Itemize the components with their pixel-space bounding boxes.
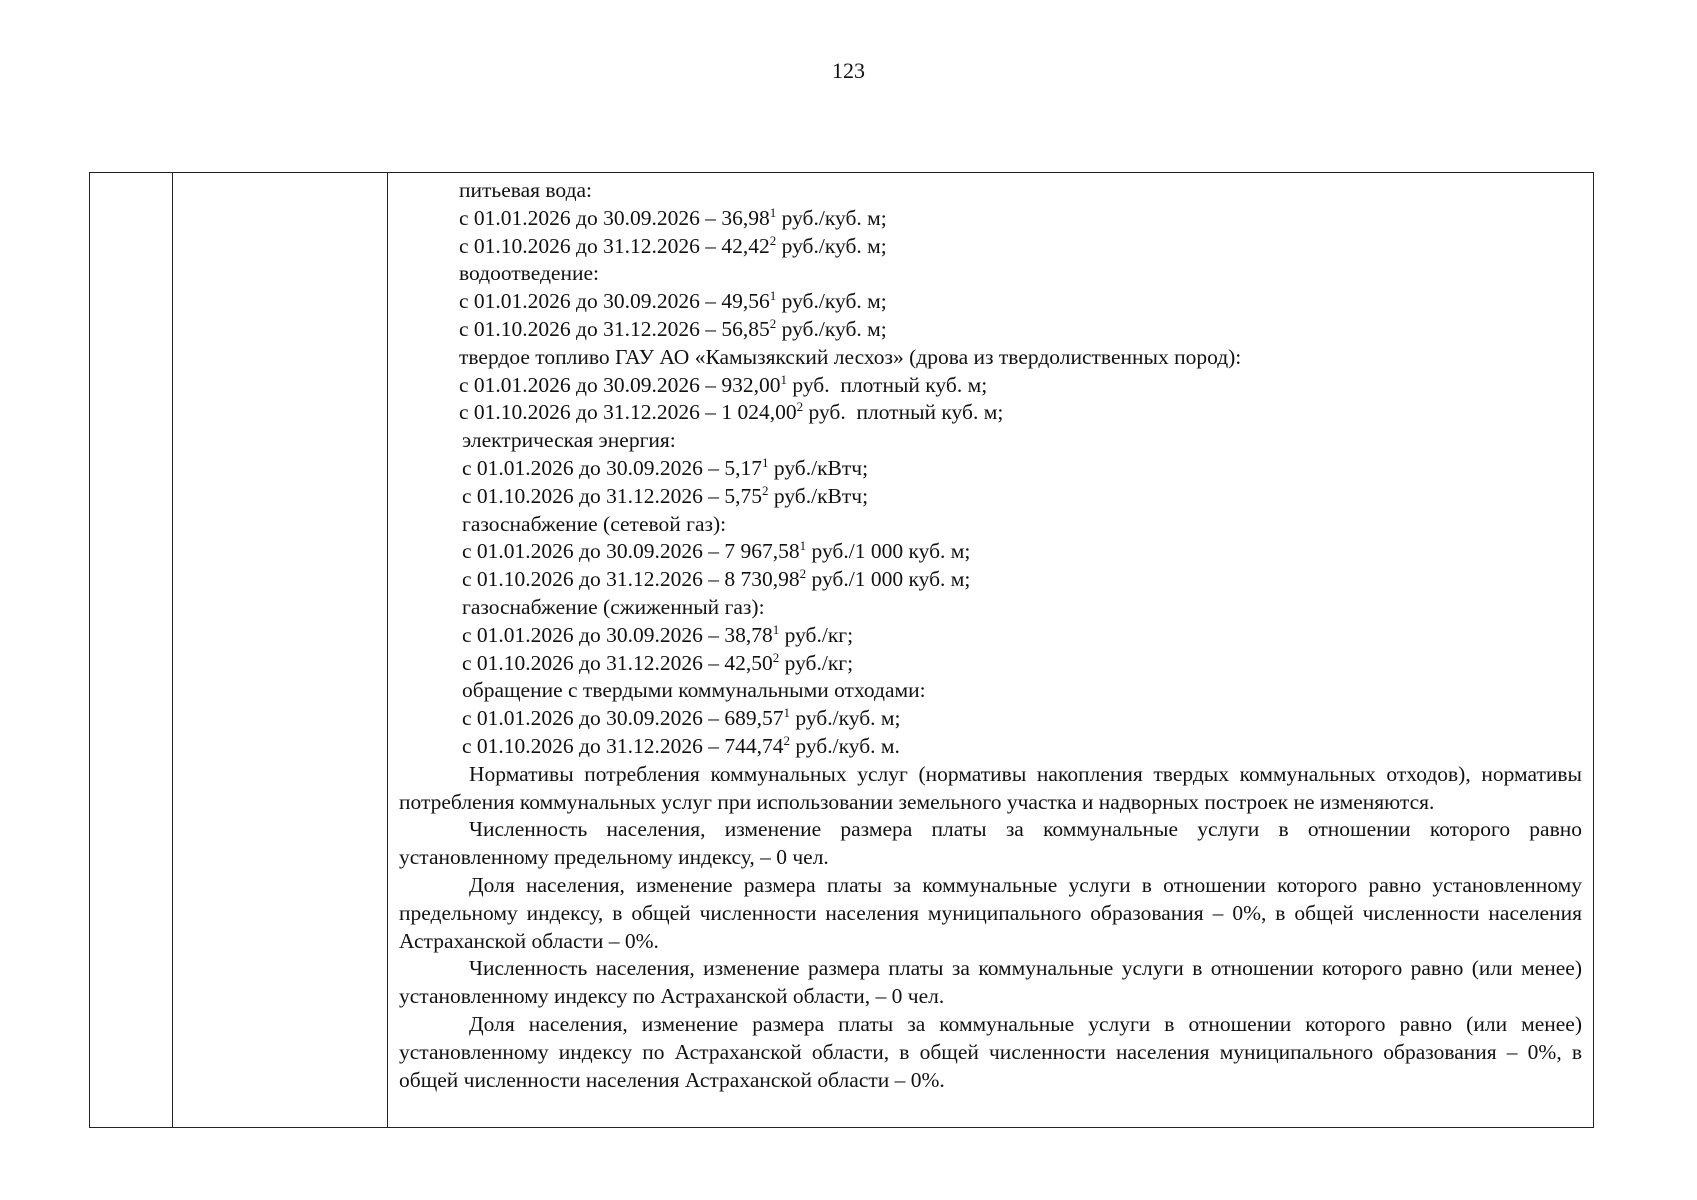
- tariff-unit: руб./куб. м.: [789, 733, 900, 758]
- tariff-heading: газоснабжение (сетевой газ):: [462, 511, 727, 536]
- footnote-marker: 2: [772, 649, 780, 665]
- tariff-row: [399, 538, 1582, 566]
- tariff-unit: руб./кВтч;: [768, 483, 869, 508]
- tariff-row: [399, 288, 1582, 316]
- tariff-row: [399, 316, 1582, 344]
- footnote-marker: 1: [780, 371, 787, 387]
- tariff-period-value: с 01.10.2026 до 31.12.2026 – 42,50: [462, 650, 773, 675]
- tariff-heading: питьевая вода:: [459, 178, 593, 202]
- footnote-marker: 1: [769, 288, 777, 304]
- tariff-unit: руб./1 000 куб. м;: [806, 539, 971, 564]
- footnote-marker: 1: [772, 621, 780, 637]
- footnote-marker: 2: [796, 399, 804, 415]
- table-column-divider-1: [172, 173, 173, 1127]
- tariff-unit: руб./кг;: [779, 650, 854, 675]
- tariff-period-value: с 01.01.2026 до 30.09.2026 – 38,78: [462, 622, 773, 647]
- footnote-marker: 2: [761, 482, 769, 498]
- footnote-marker: 2: [769, 315, 777, 331]
- tariff-heading: обращение с твердыми коммунальными отходами:: [462, 678, 926, 703]
- tariff-unit: руб./куб. м;: [776, 289, 887, 314]
- tariff-period-value: с 01.01.2026 до 30.09.2026 – 49,56: [459, 289, 770, 314]
- tariff-period-value: с 01.10.2026 до 31.12.2026 – 42,42: [459, 233, 770, 258]
- tariff-period-value: с 01.10.2026 до 31.12.2026 – 744,74: [462, 733, 784, 758]
- footnote-marker: 1: [769, 204, 777, 220]
- tariff-row: [399, 733, 1582, 761]
- tariff-heading: водоотведение:: [459, 261, 599, 286]
- tariff-row: [399, 399, 1582, 427]
- tariff-row: [399, 372, 1582, 400]
- tariff-row: [399, 650, 1582, 678]
- page-number: 123: [832, 58, 865, 83]
- tariff-row: [399, 483, 1582, 511]
- tariff-unit: руб./куб. м;: [776, 233, 887, 258]
- tariff-unit: руб./куб. м;: [789, 706, 901, 731]
- body-paragraph: Нормативы потребления коммунальных услуг (нормативы накопления твердых коммунальных отходов), нормативы потребления коммунальных услуг при использовании земельного участка и надворных построек не изменяются.: [399, 761, 1582, 814]
- footnote-marker: 2: [769, 232, 777, 248]
- tariff-unit: руб./1 000 куб. м;: [806, 567, 971, 592]
- footnote-marker: 2: [783, 732, 790, 748]
- table-column-divider-2: [387, 173, 388, 1127]
- tariff-period-value: с 01.01.2026 до 30.09.2026 – 7 967,58: [462, 539, 800, 564]
- footnote-marker: 1: [761, 454, 769, 470]
- footnote-marker: 1: [799, 538, 807, 554]
- tariff-heading: газоснабжение (сжиженный газ):: [462, 594, 765, 619]
- tariff-row: [399, 233, 1582, 261]
- tariff-heading: электрическая энергия:: [462, 428, 676, 453]
- table-cell-text: [399, 177, 1582, 1094]
- tariff-period-value: с 01.10.2026 до 31.12.2026 – 1 024,00: [459, 400, 797, 425]
- tariff-row: [399, 705, 1582, 733]
- tariff-period-value: с 01.10.2026 до 31.12.2026 – 5,75: [462, 483, 762, 508]
- tariff-unit: руб. плотный куб. м;: [786, 372, 988, 397]
- tariff-period-value: с 01.01.2026 до 30.09.2026 – 36,98: [459, 205, 770, 230]
- tariff-period-value: с 01.10.2026 до 31.12.2026 – 56,85: [459, 316, 770, 341]
- tariff-period-value: с 01.01.2026 до 30.09.2026 – 932,00: [459, 372, 781, 397]
- tariff-unit: руб./кВтч;: [768, 455, 869, 480]
- document-table: [89, 172, 1594, 1128]
- footnote-marker: 1: [783, 705, 790, 721]
- body-paragraph: Доля населения, изменение размера платы за коммунальные услуги в отношении которого равно установленному предельному индексу, в общей численности населения муниципального образования – 0%, в общей численности населения Астраханской области – 0%.: [399, 872, 1582, 953]
- body-paragraph: Доля населения, изменение размера платы за коммунальные услуги в отношении которого равно (или менее) установленному индексу по Астраханской области, в общей численности населения муниципального образования – 0%, в общей численности населения Астраханской области – 0%.: [399, 1011, 1582, 1092]
- tariff-period-value: с 01.01.2026 до 30.09.2026 – 689,57: [462, 706, 784, 731]
- tariff-period-value: с 01.10.2026 до 31.12.2026 – 8 730,98: [462, 567, 800, 592]
- tariff-row: [399, 622, 1582, 650]
- body-paragraph: Численность населения, изменение размера платы за коммунальные услуги в отношении которого равно установленному предельному индексу, – 0 чел.: [399, 817, 1582, 870]
- tariff-unit: руб./куб. м;: [776, 205, 887, 230]
- tariff-row: [399, 205, 1582, 233]
- tariff-unit: руб./куб. м;: [776, 316, 887, 341]
- tariff-row: [399, 455, 1582, 483]
- tariff-unit: руб. плотный куб. м;: [803, 400, 1004, 425]
- tariff-row: [399, 566, 1582, 594]
- footnote-marker: 2: [799, 566, 807, 582]
- tariff-heading: твердое топливо ГАУ АО «Камызякский лесхоз» (дрова из твердолиственных пород):: [459, 344, 1242, 369]
- body-paragraph: Численность населения, изменение размера платы за коммунальные услуги в отношении которого равно (или менее) установленному индексу по Астраханской области, – 0 чел.: [399, 956, 1582, 1009]
- tariff-unit: руб./кг;: [779, 622, 854, 647]
- tariff-period-value: с 01.01.2026 до 30.09.2026 – 5,17: [462, 455, 762, 480]
